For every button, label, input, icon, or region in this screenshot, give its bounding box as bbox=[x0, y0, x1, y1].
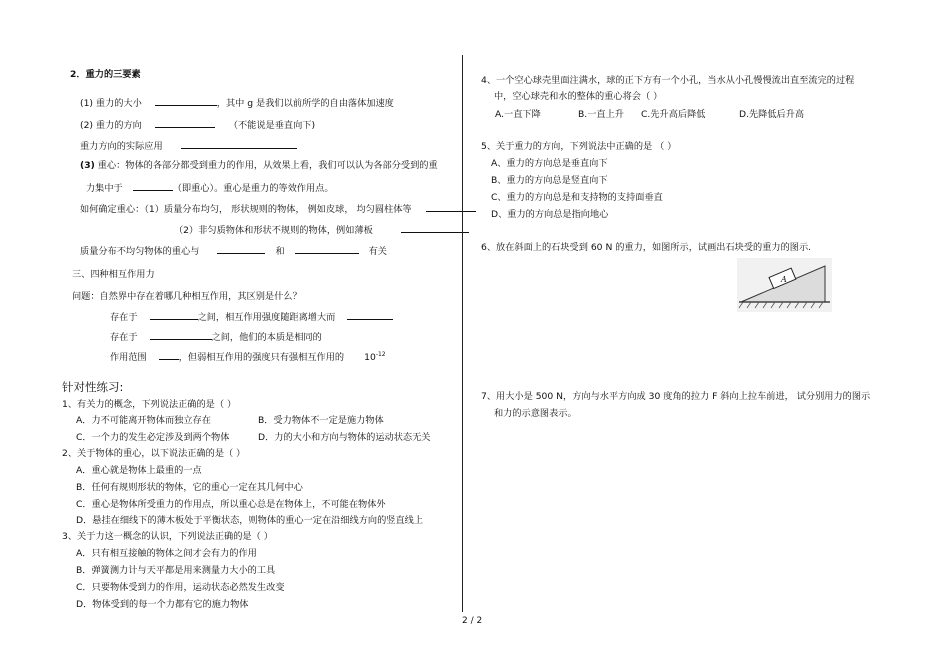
center-of-gravity-line-1: (3) 重心：物体的各部分都受到重力的作用，从效果上看，我们可以认为各部分受到的重 bbox=[80, 160, 438, 171]
q4-line-2: 中，空心球壳和水的整体的重心将会（ ） bbox=[494, 91, 663, 102]
q7-line-2: 和力的示意图表示。 bbox=[494, 408, 577, 419]
determine-cog-line-1: 如何确定重心：（1）质量分布均匀， 形状规则的物体， 例如皮球， 均匀圆柱体等 bbox=[80, 202, 476, 215]
q5-stem: 5、关于重力的方向，下列说法中正确的是 （ ） bbox=[481, 141, 677, 152]
q4-line-1: 4、一个空心球壳里面注满水，球的正下方有一个小孔，当水从小孔慢慢流出直至流完的过程 bbox=[481, 75, 855, 86]
q1-option-a: A．力不可能离开物体而独立存在 bbox=[76, 415, 211, 426]
q3-option-c: C．只要物体受到力的作用，运动状态必然发生改变 bbox=[76, 582, 285, 593]
q3-option-a: A．只有相互接触的物体之间才会有力的作用 bbox=[76, 548, 257, 559]
section-3-title: 三、四种相互作用力 bbox=[72, 269, 155, 280]
block-label: A bbox=[781, 275, 787, 284]
q1-stem: 1、有关力的概念，下列说法正确的是（ ） bbox=[62, 399, 237, 410]
q4-option-b: B.一直上升 bbox=[578, 109, 624, 120]
q1-option-d: D．力的大小和方向与物体的运动状态无关 bbox=[258, 432, 431, 443]
q2-option-a: A．重心就是物体上最重的一点 bbox=[76, 465, 202, 476]
uneven-mass-line: 质量分布不均匀物体的重心与 和 有关 bbox=[80, 246, 387, 257]
q6-stem: 6、放在斜面上的石块受到 60 N 的重力，如图所示，试画出石块受的重力的图示. bbox=[481, 242, 812, 253]
interaction-row-2: 存在于 之间，他们的本质是相同的 bbox=[110, 332, 322, 343]
q5-option-d: D、重力的方向总是指向地心 bbox=[491, 209, 609, 220]
q4-option-c: C.先升高后降低 bbox=[641, 109, 706, 120]
q3-stem: 3、关于力这一概念的认识，下列说法正确的是（ ） bbox=[62, 531, 273, 542]
q2-option-c: C．重心是物体所受重力的作用点，所以重心总是在物体上，不可能在物体外 bbox=[76, 499, 386, 510]
determine-cog-line-2: （2）非匀质物体和形状不规则的物体，例如薄板 bbox=[174, 223, 469, 236]
interaction-row-3: 作用范围 ，但弱相互作用的强度只有强相互作用的 $10^{-12}$ bbox=[110, 351, 386, 364]
gravity-direction-line: (2) 重力的方向 （不能说是垂直向下) bbox=[80, 120, 316, 131]
q2-stem: 2、关于物体的重心，以下说法正确的是（ ） bbox=[62, 448, 246, 459]
q2-option-b: B．任何有规则形状的物体，它的重心一定在其几何中心 bbox=[76, 482, 303, 493]
section-2-title: 2．重力的三要素 bbox=[70, 69, 141, 80]
practice-title: 针对性练习: bbox=[62, 380, 124, 394]
q2-option-d: D．悬挂在细线下的薄木板处于平衡状态，则物体的重心一定在沿细线方向的竖直线上 bbox=[76, 515, 424, 526]
q5-option-a: A、重力的方向总是垂直向下 bbox=[491, 158, 608, 169]
center-of-gravity-line-2: 力集中于 （即重心）。重心是重力的等效作用点。 bbox=[86, 183, 334, 194]
column-divider bbox=[462, 55, 463, 612]
q1-option-c: C．一个力的发生必定涉及到两个物体 bbox=[76, 432, 230, 443]
interaction-row-1: 存在于 之间，相互作用强度随距离增大而 bbox=[110, 310, 393, 323]
q7-line-1: 7、用大小是 500 N，方向与水平方向成 30 度角的拉力 F 斜向上拉车前进， 试分别用力的图示 bbox=[481, 391, 871, 402]
q5-option-b: B、重力的方向总是竖直向下 bbox=[491, 175, 608, 186]
gravity-magnitude-line: (1) 重力的大小 ，其中 g 是我们以前所学的自由落体加速度 bbox=[80, 98, 394, 109]
page-number: 2 / 2 bbox=[462, 616, 483, 626]
q5-option-c: C、重力的方向总是和支持物的支持面垂直 bbox=[491, 192, 663, 203]
q3-option-d: D．物体受到的每一个力都有它的施力物体 bbox=[76, 599, 249, 610]
interaction-question: 问题：自然界中存在着哪几种相互作用，其区别是什么？ bbox=[72, 291, 302, 302]
q4-option-d: D.先降低后升高 bbox=[739, 109, 805, 120]
q4-option-a: A.一直下降 bbox=[495, 109, 541, 120]
gravity-application-line: 重力方向的实际应用 bbox=[80, 139, 297, 152]
incline-figure bbox=[737, 258, 832, 312]
q3-option-b: B．弹簧测力计与天平都是用来测量力大小的工具 bbox=[76, 565, 276, 576]
q1-option-b: B．受力物体不一定是施力物体 bbox=[258, 415, 384, 426]
